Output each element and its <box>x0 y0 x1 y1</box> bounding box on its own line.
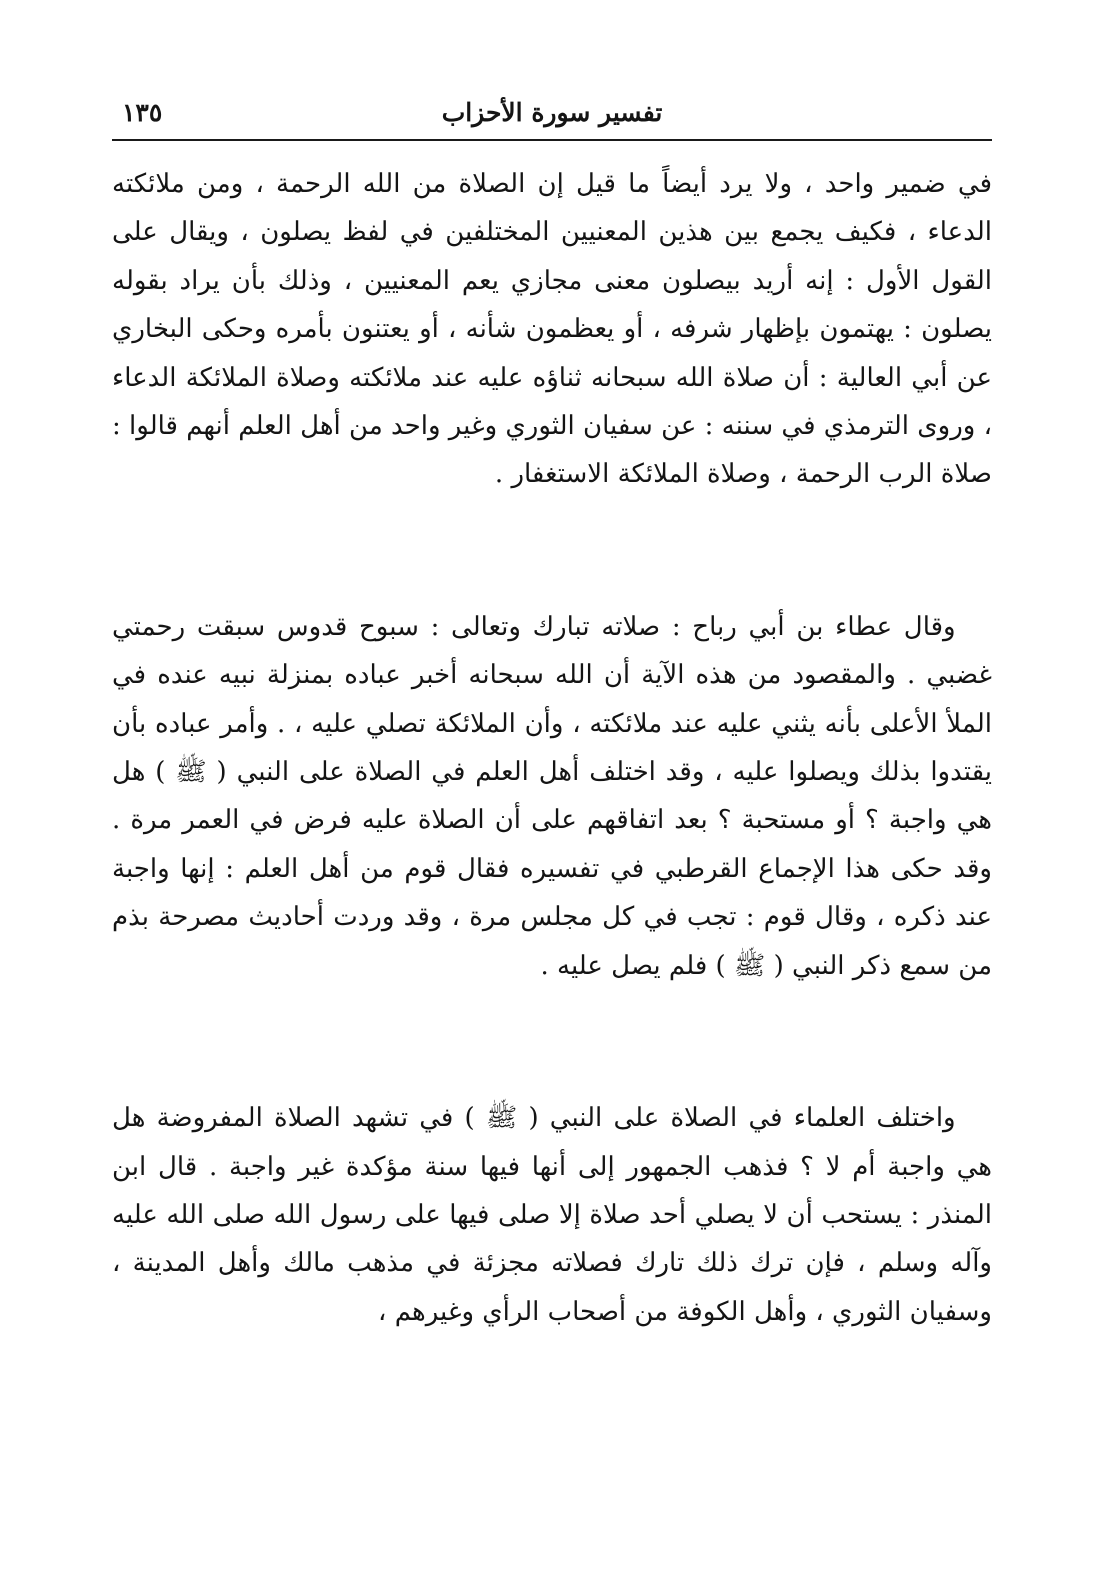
paragraph-1: في ضمير واحد ، ولا يرد أيضاً ما قيل إن الصلاة من الله الرحمة ، ومن ملائكته الدعاء ، فكيف يجمع بين هذين المعنيين المختلفين في لفظ يصلون ، ويقال على القول الأول : إنه أريد بيصلون معنى مجازي يعم المعنيين ، وذلك بأن يراد بقوله يصلون : يهتمون بإظهار شرفه ، أو يعظمون شأنه ، أو يعتنون بأمره وحكى البخاري عن أبي العالية : أن صلاة الله سبحانه ثناؤه عليه عند ملائكته وصلاة الملائكة الدعاء ، وروى الترمذي في سننه : عن سفيان الثوري وغير واحد من أهل العلم أنهم قالوا : صلاة الرب الرحمة ، وصلاة الملائكة الاستغفار . <box>112 169 992 490</box>
paragraph-2: وقال عطاء بن أبي رباح : صلاته تبارك وتعالى : سبوح قدوس سبقت رحمتي غضبي . والمقصود من هذه الآية أن الله سبحانه أخبر عباده بمنزلة نبيه عنده في الملأ الأعلى بأنه يثني عليه عند ملائكته ، وأن الملائكة تصلي عليه ، . وأمر عباده بأن يقتدوا بذلك ويصلوا عليه ، وقد اختلف أهل العلم في الصلاة على النبي ( ﷺ ) هل هي واجبة ؟ أو مستحبة ؟ بعد اتفاقهم على أن الصلاة عليه فرض في العمر مرة . وقد حكى هذا الإجماع القرطبي في تفسيره فقال قوم من أهل العلم : إنها واجبة عند ذكره ، وقال قوم : تجب في كل مجلس مرة ، وقد وردت أحاديث مصرحة بذم من سمع ذكر النبي ( ﷺ ) فلم يصل عليه . <box>112 611 992 981</box>
page-number: ١٣٥ <box>122 98 163 127</box>
body-text <box>112 160 992 1336</box>
header-rule <box>112 139 992 141</box>
running-title: تفسير سورة الأحزاب <box>441 98 663 127</box>
page-header <box>112 92 992 138</box>
paragraph-3: واختلف العلماء في الصلاة على النبي ( ﷺ ) في تشهد الصلاة المفروضة هل هي واجبة أم لا ؟ فذهب الجمهور إلى أنها فيها سنة مؤكدة غير واجبة . قال ابن المنذر : يستحب أن لا يصلي أحد صلاة إلا صلى فيها على رسول الله صلى الله عليه وآله وسلم ، فإن ترك ذلك تارك فصلاته مجزئة في مذهب مالك وأهل المدينة ، وسفيان الثوري ، وأهل الكوفة من أصحاب الرأي وغيرهم ، <box>112 1103 992 1327</box>
